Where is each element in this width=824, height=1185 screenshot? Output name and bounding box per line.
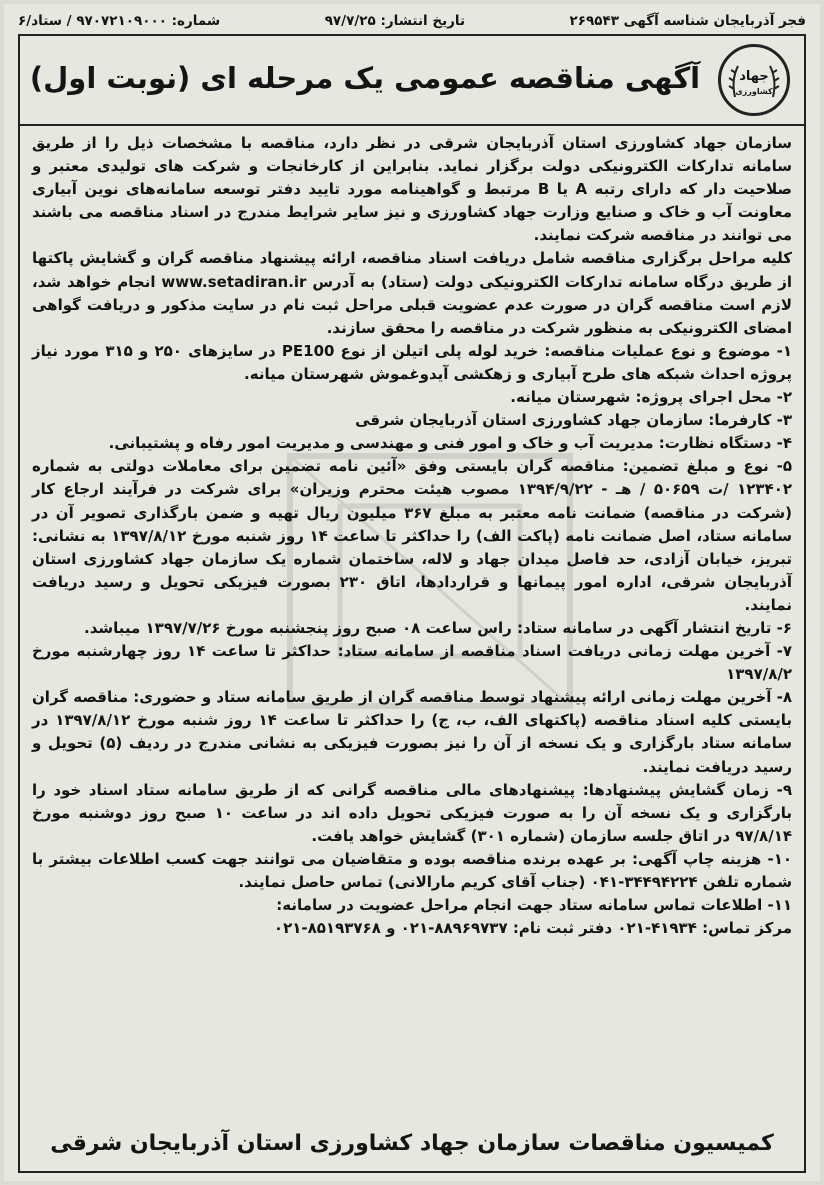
item-4-supervision: ۴- دستگاه نظارت: مدیریت آب و خاک و امور فنی و مهندسی و مدیریت امور رفاه و پشتیبانی. [108,434,792,453]
intro-paragraph: سازمان جهاد کشاورزی استان آذربایجان شرقی در نظر دارد، مناقصه با مشخصات ذیل را از طریق سامانه تدارکات الکترونیکی دولت برگزار نماید. بنابراین از کارخانجات و شرکت های تولیدی معتبر و صلاحیت دار که دارای رتبه A یا B مرتبط و گواهینامه مورد تایید دفتر توسعه سامانه‌های نوین آبیاری معاونت آب و خاک و صنایع وزارت جهاد کشاورزی و نیز سایر شرایط مندرج در اسناد مناقصه می باشند می توانند در مناقصه شرکت نمایند. [32,134,793,245]
logo-text-bottom: کشاورزی [735,87,773,96]
commission-signature: کمیسیون مناقصات سازمان جهاد کشاورزی استان آذربایجان شرقی [50,1131,774,1156]
item-11-contact-heading: ۱۱- اطلاعات تماس سامانه ستاد جهت انجام مراحل عضویت در سامانه: [276,896,792,915]
item-11-contact-numbers: مرکز تماس: ۴۱۹۳۴-۰۲۱ دفتر ثبت نام: ۸۸۹۶۹۷۳۷-۰۲۱ و ۸۵۱۹۳۷۶۸-۰۲۱ [273,919,792,938]
logo-emblem [721,47,787,113]
reference-number: شماره: ۹۷۰۷۲۱۰۹۰۰۰ / ستاد/۶ [18,13,221,29]
item-8-bid-deadline: ۸- آخرین مهلت زمانی ارائه پیشنهاد توسط مناقصه گران از طریق سامانه ستاد و حضوری: مناقصه گران بایستی کلیه اسناد مناقصه (پاکتهای الف، ب، ج) را حداکثر تا ساعت ۱۴ روز شنبه مورخ ۱۳۹۷/۸/۱۲ در سامانه ستاد بارگزاری و یک نسخه از آن را نیز بصورت فیزیکی به نشانی مندرج در ردیف (۵) تحویل و رسید دریافت نمایند. [32,688,792,776]
item-9-opening: ۹- زمان گشایش پیشنهادها: پیشنهادهای مالی مناقصه گرانی که از طریق سامانه ستاد اسناد خود را بارگزاری و یک نسخه آن را به صورت فیزیکی تحویل داده اند در ساعت ۱۰ صبح روز دوشنبه مورخ ۹۷/۸/۱۴ در اتاق جلسه سازمان (شماره ۳۰۱) گشایش خواهد یافت. [32,780,792,845]
notice-title: آگهی مناقصه عمومی یک مرحله ای (نوبت اول) [29,61,701,95]
notice-body [32,132,792,1121]
item-3-employer: ۳- کارفرما: سازمان جهاد کشاورزی استان آذربایجان شرقی [355,411,792,430]
item-10-cost: ۱۰- هزینه چاپ آگهی: بر عهده برنده مناقصه بوده و متقاضیان می توانند جهت کسب اطلاعات بیشتر با شماره تلفن ۳۴۴۹۴۲۲۴-۰۴۱ (جناب آقای کریم مارالانی) تماس حاصل نمایند. [32,849,792,891]
notice-frame [18,34,806,1173]
item-6-publish-date: ۶- تاریخ انتشار آگهی در سامانه ستاد: راس ساعت ۰۸ صبح روز پنجشنبه مورخ ۱۳۹۷/۷/۲۶ میباشد. [84,618,792,637]
item-7-document-deadline: ۷- آخرین مهلت زمانی دریافت اسناد مناقصه از سامانه ستاد: حداکثر تا ساعت ۱۴ روز چهارشنبه مورخ ۱۳۹۷/۸/۲ [32,642,792,684]
publish-date: تاریخ انتشار: ۹۷/۷/۲۵ [324,13,466,29]
publication-info-line [18,10,806,32]
procedure-paragraph: کلیه مراحل برگزاری مناقصه شامل دریافت اسناد مناقصه، ارائه پیشنهاد مناقصه گران و گشایش پاکتها از طریق درگاه سامانه تدارکات الکترونیکی دولت (ستاد) به آدرس www.setadiran.ir انجام خواهد شد، لازم است مناقصه گران در صورت عدم عضویت قبلی مراحل ثبت نام در سایت مذکور و دریافت گواهی امضای الکترونیکی به منظور شرکت در مناقصه را محقق سازند. [32,249,793,337]
logo-text-top: جهاد [739,69,769,84]
item-2-location: ۲- محل اجرای پروژه: شهرستان میانه. [510,388,792,407]
item-1-subject: ۱- موضوع و نوع عملیات مناقصه: خرید لوله پلی اتیلن از نوع PE100 در سایزهای ۲۵۰ و ۳۱۵ مورد نیاز پروژه احداث شبکه های طرح آبیاری و زهکشی آیدوغموش شهرستان میانه. [32,341,792,383]
notice-header [20,36,804,126]
publication-source [570,13,806,29]
ad-id: شناسه آگهی ۲۶۹۵۴۳ [569,13,709,29]
newspaper-name: فجر آذربایجان [713,13,806,29]
item-5-guarantee: ۵- نوع و مبلغ تضمین: مناقصه گران بایستی وفق «آئین نامه تضمین برای معاملات دولتی به شماره ۱۲۳۴۰۲ /ت ۵۰۶۵۹ / هـ - ۱۳۹۴/۹/۲۲ مصوب هیئت محترم وزیران» برای شرکت در فرآیند ارجاع کار (شرکت در مناقصه) ضمانت نامه معتبر به مبلغ ۳۶۷ میلیون ریال تهیه و ضمن بارگذاری تصویر آن در سامانه ستاد، اصل ضمانت نامه (پاکت الف) را حداکثر تا ساعت ۱۴ روز شنبه مورخ ۱۳۹۷/۸/۱۲ به نشانی: تبریز، خیابان آزادی، حد فاصل میدان جهاد و لاله، ساختمان شماره یک سازمان جهاد کشاورزی استان آذربایجان شرقی، اداره امور پیمانها و قراردادها، اتاق ۲۳۰ بصورت فیزیکی تحویل و رسید دریافت نمایند. [32,457,793,614]
newspaper-clipping [4,4,820,1181]
ministry-logo-icon [718,44,790,116]
